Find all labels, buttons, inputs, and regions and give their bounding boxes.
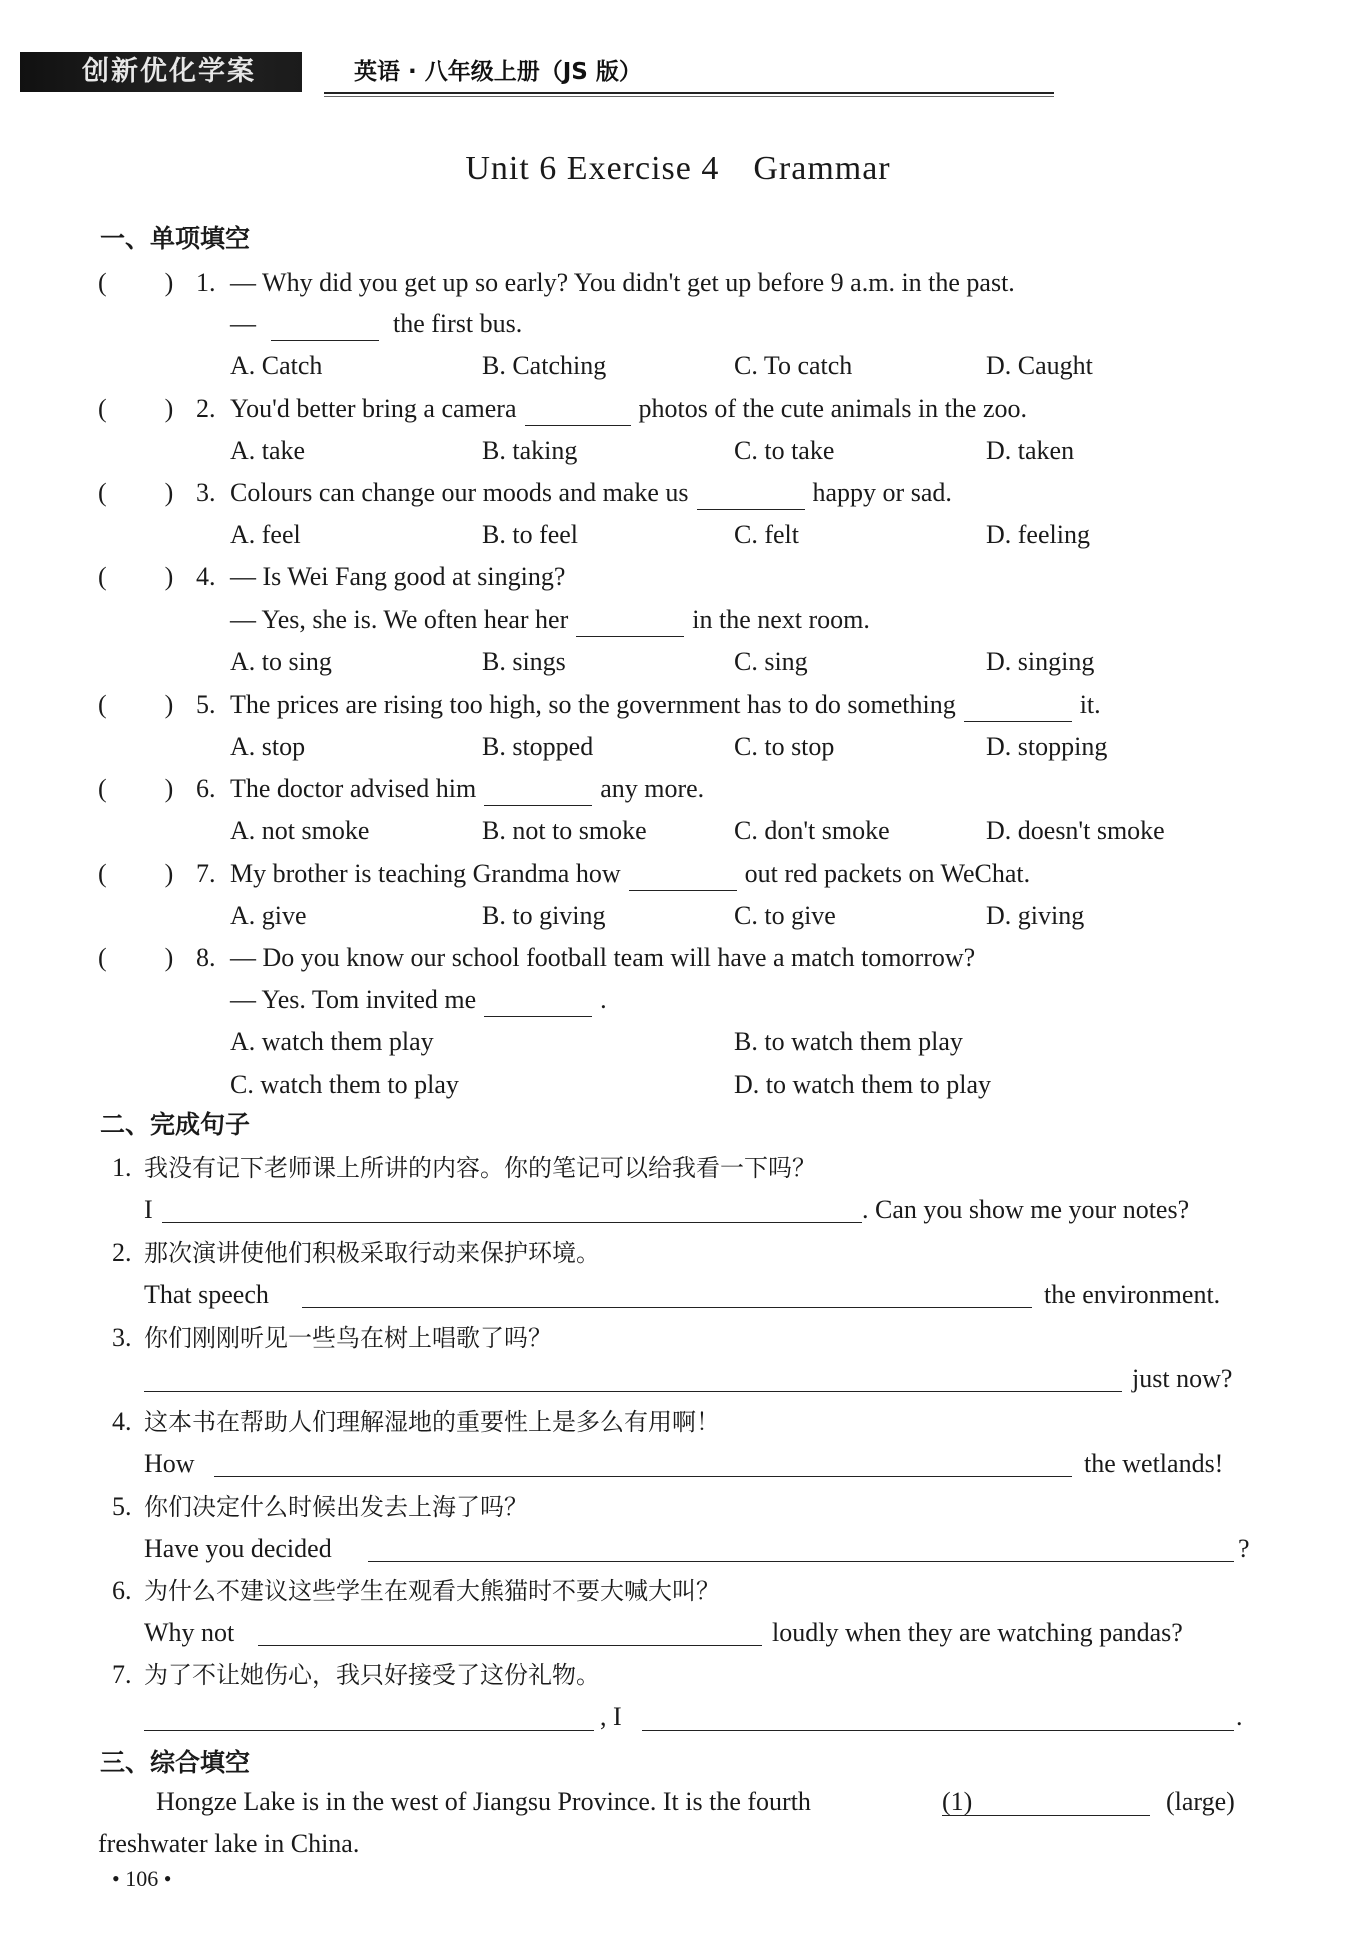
answer-paren: ( ): [98, 394, 174, 423]
sentence-start: Why not: [144, 1618, 235, 1647]
sentence-end: just now?: [1132, 1364, 1233, 1393]
answer-line[interactable]: [302, 1307, 1032, 1308]
answer-line[interactable]: [162, 1222, 862, 1223]
sentence-end: the environment.: [1044, 1280, 1221, 1309]
question-text: — Is Wei Fang good at singing?: [230, 562, 566, 591]
answer-paren: ( ): [98, 943, 174, 972]
question-number: 7.: [196, 859, 216, 888]
sentence-end: . Can you show me your notes?: [862, 1195, 1190, 1224]
question-text: Colours can change our moods and make us happy or sad.: [230, 476, 952, 510]
sentence-start: I: [144, 1195, 153, 1224]
answer-blank[interactable]: [964, 695, 1072, 722]
question-text: — Why did you get up so early? You didn't get up before 9 a.m. in the past.: [230, 268, 1015, 297]
sentence-middle: , I: [600, 1702, 622, 1731]
answer-blank[interactable]: [484, 990, 592, 1017]
answer-paren: ( ): [98, 478, 174, 507]
option: B. not to smoke: [482, 816, 647, 845]
option: B. to feel: [482, 520, 579, 549]
answer-blank[interactable]: [525, 399, 631, 426]
option: D. singing: [986, 647, 1095, 676]
answer-blank[interactable]: [697, 483, 805, 510]
question-text: You'd better bring a camera photos of the cute animals in the zoo.: [230, 392, 1027, 426]
option: D. stopping: [986, 732, 1108, 761]
option: D. feeling: [986, 520, 1090, 549]
sentence-end: ?: [1238, 1534, 1250, 1563]
answer-line[interactable]: [258, 1645, 762, 1646]
question-number: 4.: [196, 562, 216, 591]
answer-paren: ( ): [98, 774, 174, 803]
option: A. stop: [230, 732, 306, 761]
option: C. to give: [734, 901, 836, 930]
option: D. taken: [986, 436, 1075, 465]
option: D. giving: [986, 901, 1085, 930]
chinese-prompt: 为了不让她伤心，我只好接受了这份礼物。: [144, 1661, 600, 1689]
answer-blank[interactable]: [576, 610, 684, 637]
option: C. sing: [734, 647, 808, 676]
answer-paren: ( ): [98, 690, 174, 719]
option: D. doesn't smoke: [986, 816, 1165, 845]
brand-logo: 创新优化学案: [20, 52, 302, 92]
chinese-prompt: 你们决定什么时候出发去上海了吗？: [144, 1493, 528, 1521]
question-text: The prices are rising too high, so the government has to do something it.: [230, 688, 1101, 722]
section-heading: 一、单项填空: [100, 224, 251, 253]
page-number: • 106 •: [112, 1866, 172, 1891]
answer-paren: ( ): [98, 562, 174, 591]
section-heading: 二、完成句子: [100, 1110, 251, 1139]
answer-line[interactable]: [368, 1561, 1234, 1562]
item-number: 3.: [112, 1323, 132, 1352]
option: A. to sing: [230, 647, 332, 676]
item-number: 6.: [112, 1576, 132, 1605]
answer-paren: ( ): [98, 859, 174, 888]
question-text: — Yes, she is. We often hear her in the next room.: [230, 603, 870, 637]
question-text: My brother is teaching Grandma how out red packets on WeChat.: [230, 857, 1030, 891]
option: A. Catch: [230, 351, 323, 380]
option: C. felt: [734, 520, 799, 549]
chinese-prompt: 这本书在帮助人们理解湿地的重要性上是多么有用啊！: [144, 1408, 720, 1436]
option: B. taking: [482, 436, 578, 465]
option: A. watch them play: [230, 1027, 434, 1056]
answer-blank[interactable]: [629, 864, 737, 891]
question-number: 6.: [196, 774, 216, 803]
passage-text: Hongze Lake is in the west of Jiangsu Province. It is the fourth: [156, 1787, 811, 1816]
question-number: 2.: [196, 394, 216, 423]
option: A. feel: [230, 520, 301, 549]
option: A. give: [230, 901, 307, 930]
option: B. to giving: [482, 901, 606, 930]
chinese-prompt: 我没有记下老师课上所讲的内容。你的笔记可以给我看一下吗？: [144, 1154, 816, 1182]
sentence-start: How: [144, 1449, 195, 1478]
item-number: 2.: [112, 1238, 132, 1267]
option: B. to watch them play: [734, 1027, 963, 1056]
answer-blank[interactable]: [484, 779, 592, 806]
option: A. not smoke: [230, 816, 370, 845]
sentence-start: That speech: [144, 1280, 269, 1309]
sentence-end: loudly when they are watching pandas?: [772, 1618, 1183, 1647]
option: C. watch them to play: [230, 1070, 459, 1099]
answer-blank[interactable]: [271, 314, 379, 341]
option: C. to stop: [734, 732, 835, 761]
blank-label: (1): [942, 1787, 973, 1816]
option: C. To catch: [734, 351, 853, 380]
option: B. Catching: [482, 351, 607, 380]
sentence-start: Have you decided: [144, 1534, 332, 1563]
sentence-end: .: [1236, 1702, 1243, 1731]
word-hint: (large): [1166, 1787, 1235, 1816]
question-number: 5.: [196, 690, 216, 719]
question-text: — Yes. Tom invited me .: [230, 983, 607, 1017]
chinese-prompt: 那次演讲使他们积极采取行动来保护环境。: [144, 1239, 600, 1267]
question-text: — Do you know our school football team will have a match tomorrow?: [230, 943, 976, 972]
answer-line[interactable]: [942, 1815, 1150, 1816]
answer-line[interactable]: [642, 1730, 1234, 1731]
answer-line[interactable]: [144, 1730, 594, 1731]
item-number: 7.: [112, 1660, 132, 1689]
chinese-prompt: 你们刚刚听见一些鸟在树上唱歌了吗？: [144, 1324, 552, 1352]
question-number: 3.: [196, 478, 216, 507]
passage-text: freshwater lake in China.: [98, 1829, 360, 1858]
option: C. to take: [734, 436, 835, 465]
answer-line[interactable]: [214, 1476, 1072, 1477]
question-text: The doctor advised him any more.: [230, 772, 704, 806]
sentence-end: the wetlands!: [1084, 1449, 1224, 1478]
question-number: 8.: [196, 943, 216, 972]
option: B. sings: [482, 647, 566, 676]
question-text: — the first bus.: [230, 307, 522, 341]
title-unit: Unit 6 Exercise 4: [465, 150, 720, 187]
option: B. stopped: [482, 732, 594, 761]
item-number: 4.: [112, 1407, 132, 1436]
option: D. to watch them to play: [734, 1070, 992, 1099]
title-topic: Grammar: [753, 150, 891, 187]
answer-line[interactable]: [144, 1391, 1122, 1392]
option: D. Caught: [986, 351, 1093, 380]
chinese-prompt: 为什么不建议这些学生在观看大熊猫时不要大喊大叫？: [144, 1577, 720, 1605]
answer-paren: ( ): [98, 268, 174, 297]
book-title: 英语 · 八年级上册（JS 版）: [354, 59, 642, 85]
option: A. take: [230, 436, 306, 465]
item-number: 1.: [112, 1153, 132, 1182]
section-heading: 三、综合填空: [100, 1748, 251, 1777]
question-number: 1.: [196, 268, 216, 297]
item-number: 5.: [112, 1492, 132, 1521]
option: C. don't smoke: [734, 816, 890, 845]
